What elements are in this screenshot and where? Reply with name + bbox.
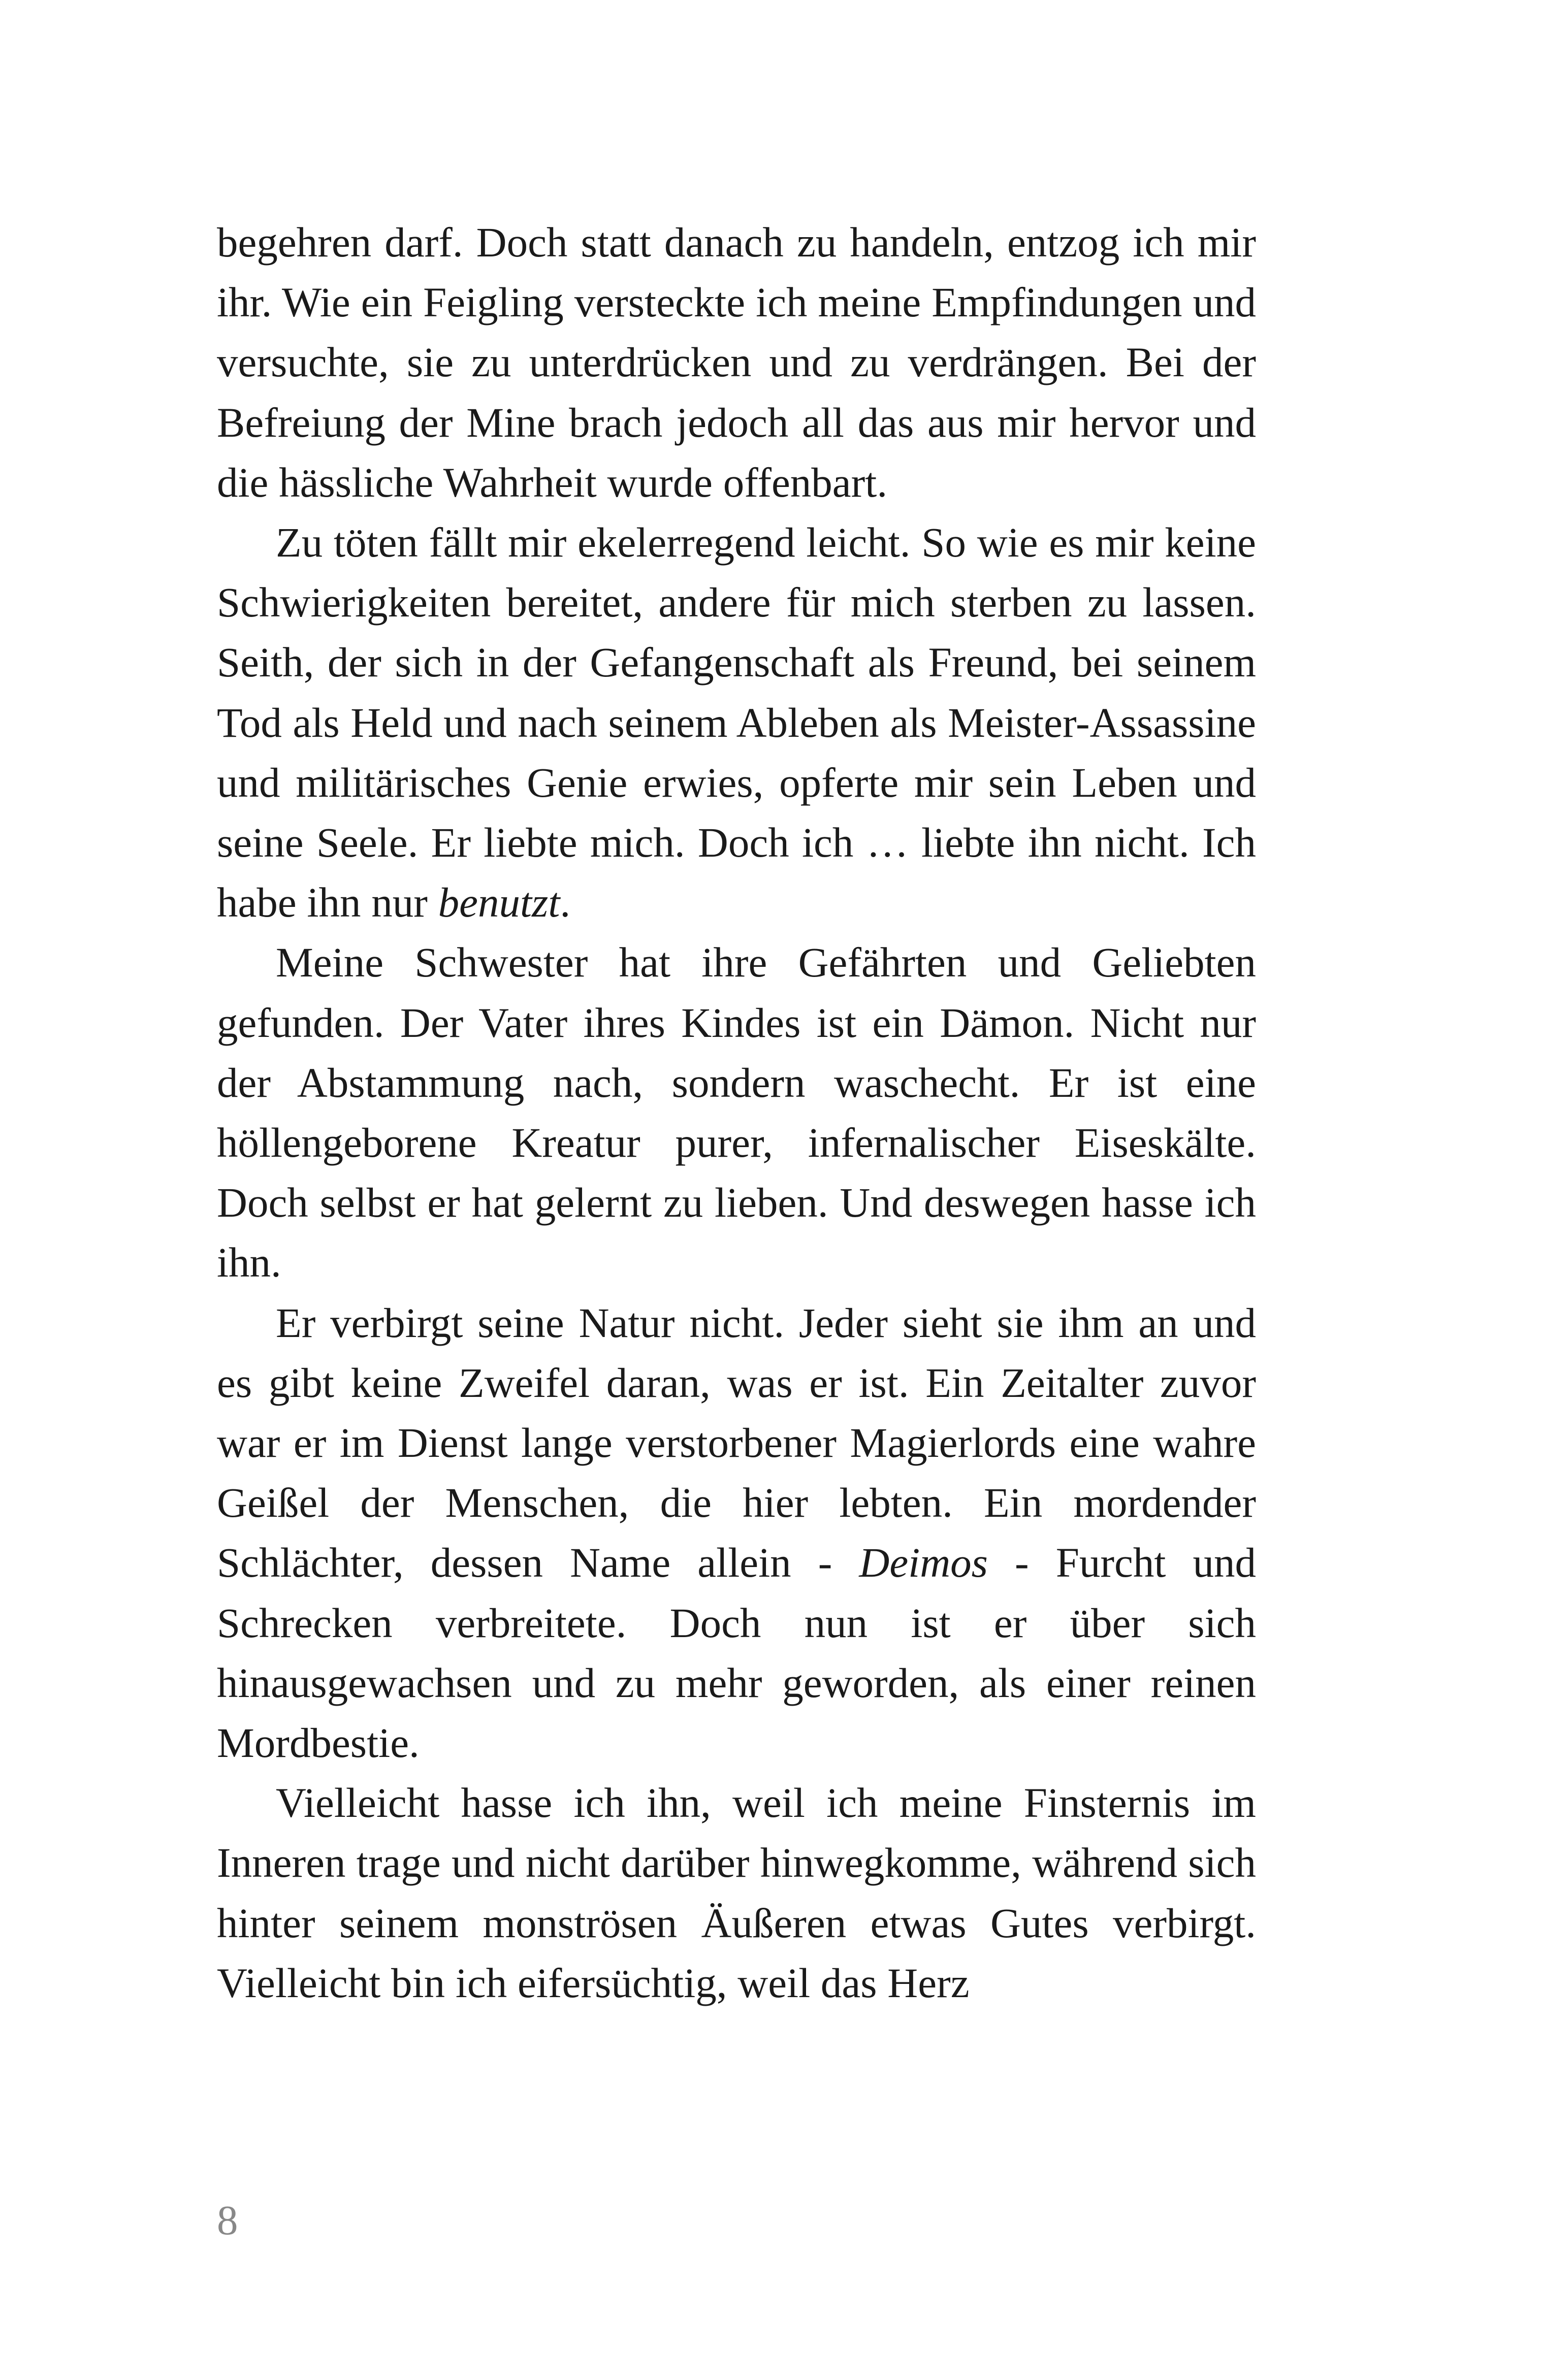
paragraph-2-italic-word: benutzt bbox=[438, 879, 560, 926]
paragraph-2-end: . bbox=[560, 879, 571, 926]
body-text bbox=[217, 212, 1256, 2013]
paragraph-5-text: Vielleicht hasse ich ihn, weil ich meine Finsternis im Inneren trage und nicht darüber hinwegkomme, während sich hinter seinem monströsen Äußeren etwas Gutes verbirgt. Vielleicht bin ich eifersüchtig, weil das Herz bbox=[217, 1779, 1256, 2006]
paragraph-3 bbox=[217, 932, 1256, 1292]
paragraph-5 bbox=[217, 1773, 1256, 2013]
paragraph-4-text: Er verbirgt seine Natur nicht. Jeder sieht sie ihm an und es gibt keine Zweifel daran, was er ist. Ein Zeitalter zuvor war er im Dienst lange verstorbener Magierlords eine wahre Geißel der Menschen, die hier lebten. Ein mordender Schlächter, dessen Name allein - bbox=[217, 1299, 1256, 1586]
paragraph-1-text: begehren darf. Doch statt danach zu handeln, entzog ich mir ihr. Wie ein Feigling versteckte ich meine Empfindungen und versuchte, sie zu unterdrücken und zu verdrängen. Bei der Befreiung der Mine brach jedoch all das aus mir hervor und die hässliche Wahrheit wurde offenbart. bbox=[217, 219, 1256, 506]
paragraph-4-end: - Furcht und Schrecken verbreitete. Doch nun ist er über sich hinausgewachsen und zu mehr geworden, als einer reinen Mordbestie. bbox=[217, 1539, 1256, 1767]
page-number: 8 bbox=[217, 2197, 238, 2243]
paragraph-1 bbox=[217, 212, 1256, 512]
paragraph-4-italic-name: Deimos bbox=[859, 1539, 988, 1586]
paragraph-2-text: Zu töten fällt mir ekelerregend leicht. So wie es mir keine Schwierigkeiten bereitet, andere für mich sterben zu lassen. Seith, der sich in der Gefangenschaft als Freund, bei seinem Tod als Held und nach seinem Ableben als Meister-Assassine und militärisches Genie erwies, opferte mir sein Leben und seine Seele. Er liebte mich. Doch ich … liebte ihn nicht. Ich habe ihn nur bbox=[217, 519, 1256, 926]
paragraph-3-text: Meine Schwester hat ihre Gefährten und Geliebten gefunden. Der Vater ihres Kindes ist ein Dämon. Nicht nur der Abstammung nach, sondern waschecht. Er ist eine höllengeborene Kreatur purer, infernalischer Eiseskälte. Doch selbst er hat gelernt zu lieben. Und deswegen hasse ich ihn. bbox=[217, 939, 1256, 1286]
paragraph-2 bbox=[217, 512, 1256, 932]
paragraph-4 bbox=[217, 1293, 1256, 1773]
